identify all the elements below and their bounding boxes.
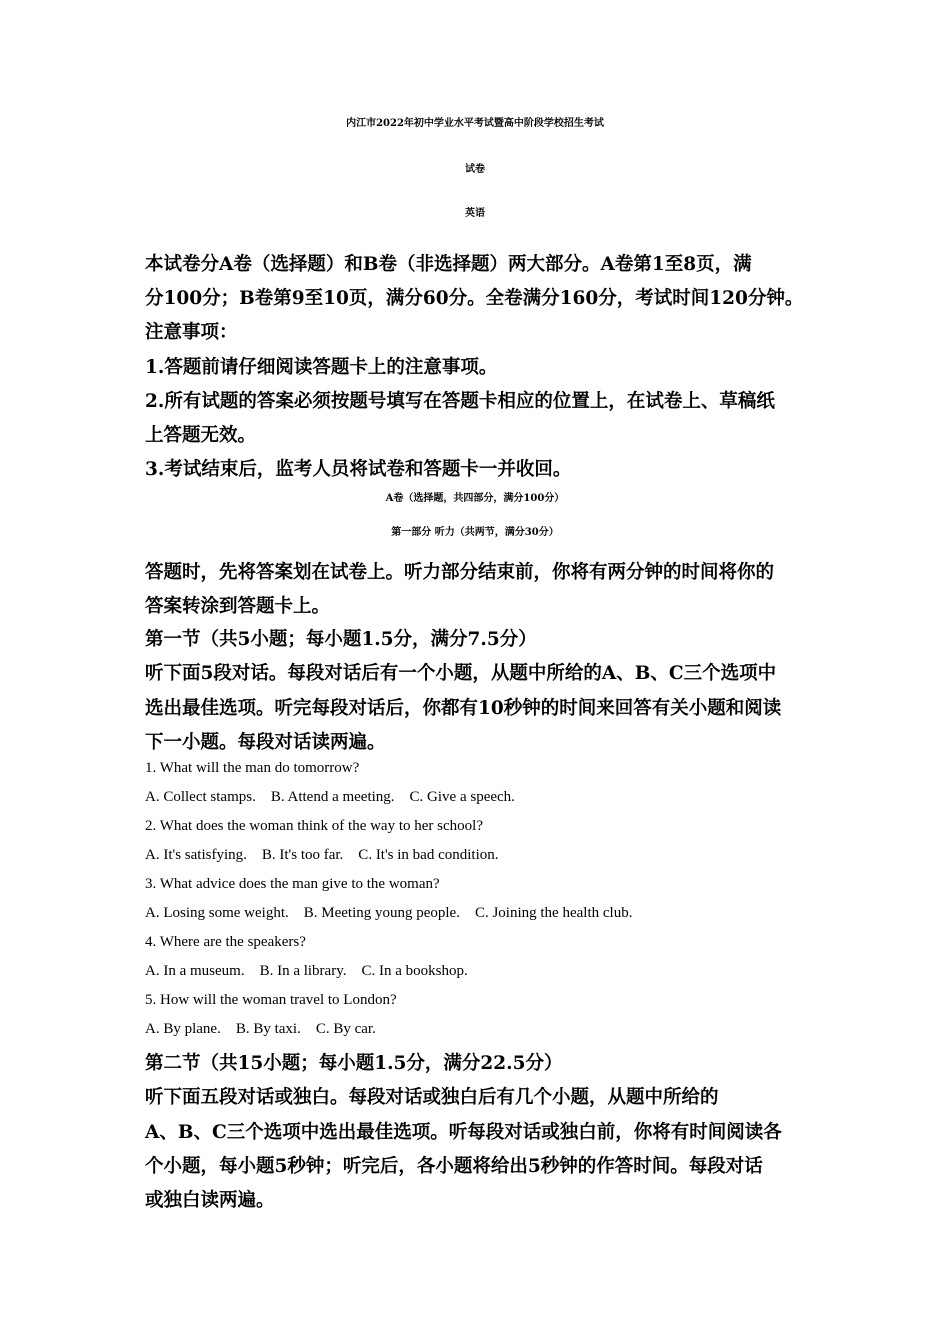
section1-instruction-line-3: 下一小题。每段对话读两遍。 — [145, 732, 386, 753]
notes-heading: 注意事项： — [145, 322, 238, 343]
intro-line-1: 本试卷分A卷（选择题）和B卷（非选择题）两大部分。A卷第1至8页，满 — [145, 254, 752, 275]
question-1: 1. What will the man do tomorrow? — [145, 760, 360, 776]
exam-title: 内江市2022年初中学业水平考试暨高中阶段学校招生考试 — [346, 118, 604, 129]
question-4-options: A. In a museum. B. In a library. C. In a bookshop. — [145, 963, 468, 979]
question-3: 3. What advice does the man give to the woman? — [145, 876, 440, 892]
section2-instruction-line-4: 或独白读两遍。 — [145, 1190, 275, 1211]
listening-instruction-line-2: 答案转涂到答题卡上。 — [145, 596, 331, 617]
section2-instruction-line-3: 个小题，每小题5秒钟；听完后，各小题将给出5秒钟的作答时间。每段对话 — [145, 1156, 763, 1177]
listening-instruction-line-1: 答题时，先将答案划在试卷上。听力部分结束前，你将有两分钟的时间将你的 — [145, 562, 775, 583]
section2-instruction-line-1: 听下面五段对话或独白。每段对话或独白后有几个小题，从题中所给的 — [145, 1087, 719, 1108]
part1-heading: 第一部分 听力（共两节，满分30分） — [391, 527, 559, 538]
question-4: 4. Where are the speakers? — [145, 934, 306, 950]
intro-line-2: 分100分；B卷第9至10页，满分60分。全卷满分160分，考试时间120分钟。 — [145, 288, 804, 309]
question-1-options: A. Collect stamps. B. Attend a meeting. C. Give a speech. — [145, 789, 515, 805]
question-2-options: A. It's satisfying. B. It's too far. C. It's in bad condition. — [145, 847, 499, 863]
question-3-options: A. Losing some weight. B. Meeting young people. C. Joining the health club. — [145, 905, 633, 921]
question-2: 2. What does the woman think of the way to her school? — [145, 818, 483, 834]
notes-item-2-continued: 上答题无效。 — [145, 425, 257, 446]
notes-item-3: 3.考试结束后，监考人员将试卷和答题卡一并收回。 — [145, 459, 572, 480]
notes-item-1: 1.答题前请仔细阅读答题卡上的注意事项。 — [145, 357, 498, 378]
section-a-heading: A卷（选择题，共四部分，满分100分） — [385, 493, 565, 504]
question-5: 5. How will the woman travel to London? — [145, 992, 397, 1008]
question-5-options: A. By plane. B. By taxi. C. By car. — [145, 1021, 376, 1037]
section2-instruction-line-2: A、B、C三个选项中选出最佳选项。听每段对话或独白前，你将有时间阅读各 — [145, 1122, 782, 1143]
subject-title: 英语 — [465, 208, 485, 219]
section1-instruction-line-1: 听下面5段对话。每段对话后有一个小题，从题中所给的A、B、C三个选项中 — [145, 663, 777, 684]
section1-heading: 第一节（共5小题；每小题1.5分，满分7.5分） — [145, 629, 537, 650]
notes-item-2: 2.所有试题的答案必须按题号填写在答题卡相应的位置上，在试卷上、草稿纸 — [145, 391, 775, 412]
section1-instruction-line-2: 选出最佳选项。听完每段对话后，你都有10秒钟的时间来回答有关小题和阅读 — [145, 698, 782, 719]
exam-title-continued: 试卷 — [465, 164, 485, 175]
section2-heading: 第二节（共15小题；每小题1.5分，满分22.5分） — [145, 1053, 563, 1074]
